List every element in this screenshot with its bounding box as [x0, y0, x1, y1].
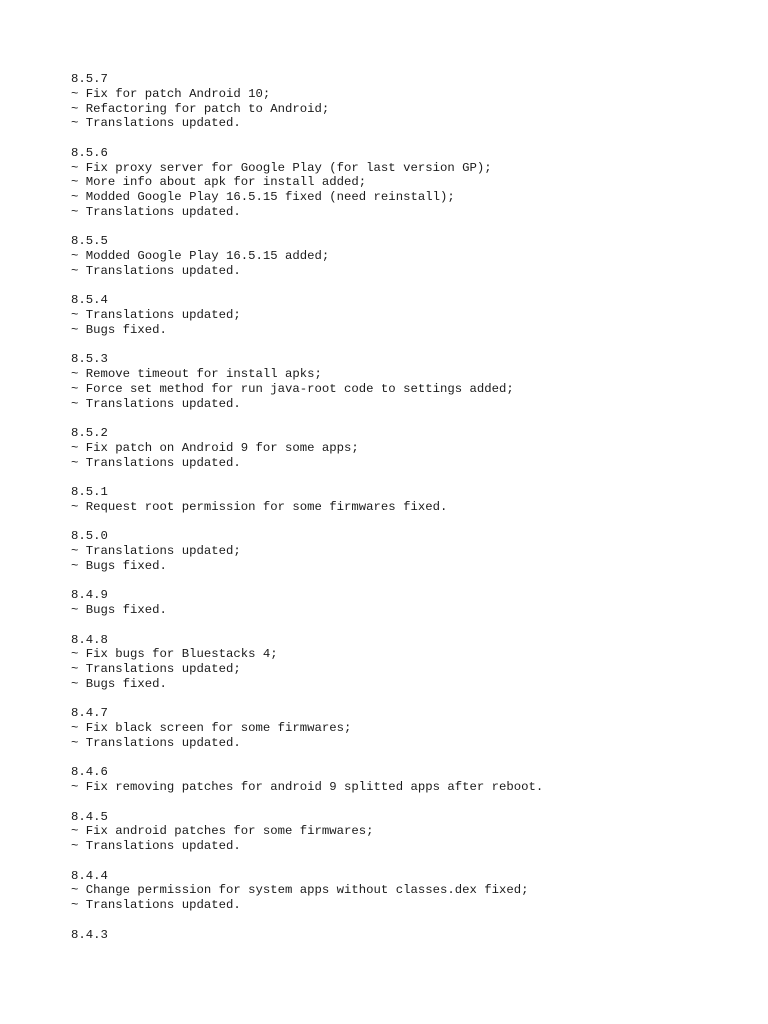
release-item: ~ Bugs fixed.	[71, 322, 167, 337]
release-version: 8.5.6	[71, 145, 108, 160]
release-8-5-5	[71, 234, 751, 278]
release-8-4-3	[71, 928, 751, 943]
release-version: 8.4.4	[71, 868, 108, 883]
release-item: ~ Translations updated.	[71, 839, 241, 853]
release-item: ~ Translations updated.	[71, 116, 241, 131]
release-version: 8.5.2	[71, 426, 108, 440]
release-version: 8.4.6	[71, 765, 108, 780]
release-item: ~ Modded Google Play 16.5.15 added;	[71, 249, 330, 263]
release-item: ~ Bugs fixed.	[71, 558, 167, 573]
release-8-5-0	[71, 529, 751, 573]
release-item: ~ Fix for patch Android 10;	[71, 86, 271, 101]
release-8-4-7	[71, 706, 751, 750]
release-version: 8.4.8	[71, 632, 108, 647]
release-item: ~ Translations updated.	[71, 455, 241, 470]
release-version: 8.5.0	[71, 529, 108, 544]
release-8-5-7	[71, 72, 751, 131]
release-item: ~ Translations updated;	[71, 662, 241, 676]
release-8-4-5	[71, 810, 751, 854]
release-8-4-9	[71, 588, 751, 618]
release-8-5-2	[71, 426, 751, 470]
release-item: ~ Fix android patches for some firmwares;	[71, 824, 374, 839]
release-8-5-6	[71, 146, 751, 220]
release-version: 8.4.7	[71, 706, 108, 721]
release-8-4-8	[71, 633, 751, 692]
release-item: ~ Translations updated.	[71, 898, 241, 912]
release-8-5-1	[71, 485, 751, 515]
release-version: 8.4.3	[71, 927, 108, 942]
release-version: 8.4.5	[71, 809, 108, 824]
changelog	[71, 72, 751, 957]
release-item: ~ Translations updated.	[71, 263, 241, 278]
release-item: ~ Remove timeout for install apks;	[71, 367, 322, 381]
release-item: ~ Translations updated.	[71, 735, 241, 750]
release-item: ~ Force set method for run java-root code to settings added;	[71, 381, 514, 396]
release-item: ~ Translations updated;	[71, 308, 241, 322]
release-8-4-6	[71, 765, 751, 795]
release-version: 8.5.5	[71, 234, 108, 249]
release-8-5-3	[71, 352, 751, 411]
release-item: ~ Translations updated.	[71, 396, 241, 411]
release-item: ~ Refactoring for patch to Android;	[71, 101, 330, 116]
release-item: ~ Request root permission for some firmwares fixed.	[71, 499, 448, 514]
release-version: 8.4.9	[71, 588, 108, 603]
release-item: ~ Fix patch on Android 9 for some apps;	[71, 440, 359, 455]
release-8-5-4	[71, 293, 751, 337]
release-item: ~ Translations updated;	[71, 544, 241, 558]
release-item: ~ Fix removing patches for android 9 splitted apps after reboot.	[71, 780, 544, 794]
release-item: ~ Fix bugs for Bluestacks 4;	[71, 647, 278, 662]
release-item: ~ More info about apk for install added;	[71, 175, 367, 190]
release-8-4-4	[71, 869, 751, 913]
release-item: ~ Translations updated.	[71, 204, 241, 219]
release-version: 8.5.1	[71, 485, 108, 499]
release-version: 8.5.7	[71, 72, 108, 86]
release-item: ~ Bugs fixed.	[71, 676, 167, 691]
release-item: ~ Modded Google Play 16.5.15 fixed (need reinstall);	[71, 190, 455, 204]
release-item: ~ Fix black screen for some firmwares;	[71, 721, 352, 735]
release-item: ~ Bugs fixed.	[71, 603, 167, 617]
release-item: ~ Change permission for system apps without classes.dex fixed;	[71, 883, 529, 898]
release-version: 8.5.4	[71, 293, 108, 308]
release-item: ~ Fix proxy server for Google Play (for last version GP);	[71, 160, 492, 175]
release-version: 8.5.3	[71, 352, 108, 367]
